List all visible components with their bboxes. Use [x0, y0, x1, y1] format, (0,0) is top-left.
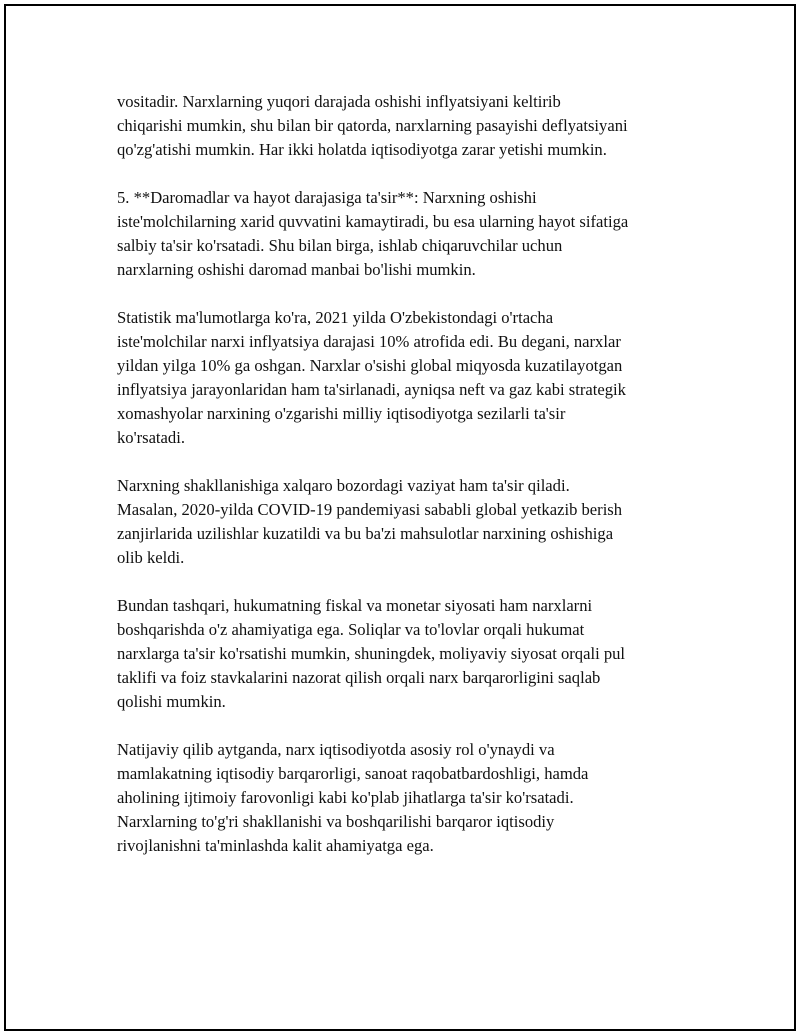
text-line: chiqarishi mumkin, shu bilan bir qatorda, narxlarning pasayishi deflyatsiyani	[117, 116, 628, 135]
text-line: vositadir. Narxlarning yuqori darajada oshishi inflyatsiyani keltirib	[117, 92, 561, 111]
text-line: rivojlanishni ta'minlashda kalit ahamiyatga ega.	[117, 836, 434, 855]
text-line: taklifi va foiz stavkalarini nazorat qilish orqali narx barqarorligini saqlab	[117, 668, 601, 687]
text-line: boshqarishda o'z ahamiyatiga ega. Soliqlar va to'lovlar orqali hukumat	[117, 620, 585, 639]
paragraph	[117, 474, 697, 570]
text-line: zanjirlarida uzilishlar kuzatildi va bu ba'zi mahsulotlar narxining oshishiga	[117, 524, 614, 543]
text-line: xomashyolar narxining o'zgarishi milliy iqtisodiyotga sezilarli ta'sir	[117, 404, 566, 423]
text-line: Natijaviy qilib aytganda, narx iqtisodiyotda asosiy rol o'ynaydi va	[117, 740, 555, 759]
text-line: Narxning shakllanishiga xalqaro bozordagi vaziyat ham ta'sir qiladi.	[117, 476, 570, 495]
text-line: ko'rsatadi.	[117, 428, 185, 447]
text-line: Bundan tashqari, hukumatning fiskal va monetar siyosati ham narxlarni	[117, 596, 593, 615]
text-line: qo'zg'atishi mumkin. Har ikki holatda iqtisodiyotga zarar yetishi mumkin.	[117, 140, 607, 159]
paragraph	[117, 90, 697, 162]
paragraph	[117, 738, 697, 858]
text-line: Masalan, 2020-yilda COVID-19 pandemiyasi sababli global yetkazib berish	[117, 500, 623, 519]
text-line: 5. **Daromadlar va hayot darajasiga ta'sir**: Narxning oshishi	[117, 188, 537, 207]
text-line: narxlarga ta'sir ko'rsatishi mumkin, shuningdek, moliyaviy siyosat orqali pul	[117, 644, 626, 663]
text-line: inflyatsiya jarayonlaridan ham ta'sirlanadi, ayniqsa neft va gaz kabi strategik	[117, 380, 626, 399]
text-line: narxlarning oshishi daromad manbai bo'lishi mumkin.	[117, 260, 476, 279]
text-line: Statistik ma'lumotlarga ko'ra, 2021 yilda O'zbekistondagi o'rtacha	[117, 308, 554, 327]
document-body	[117, 90, 697, 882]
text-line: iste'molchilarning xarid quvvatini kamaytiradi, bu esa ularning hayot sifatiga	[117, 212, 629, 231]
text-line: qolishi mumkin.	[117, 692, 226, 711]
text-line: salbiy ta'sir ko'rsatadi. Shu bilan birga, ishlab chiqaruvchilar uchun	[117, 236, 563, 255]
text-line: Narxlarning to'g'ri shakllanishi va boshqarilishi barqaror iqtisodiy	[117, 812, 555, 831]
text-line: iste'molchilar narxi inflyatsiya darajasi 10% atrofida edi. Bu degani, narxlar	[117, 332, 621, 351]
paragraph	[117, 594, 697, 714]
paragraph	[117, 186, 697, 282]
text-line: aholining ijtimoiy farovonligi kabi ko'plab jihatlarga ta'sir ko'rsatadi.	[117, 788, 574, 807]
text-line: mamlakatning iqtisodiy barqarorligi, sanoat raqobatbardoshligi, hamda	[117, 764, 589, 783]
paragraph	[117, 306, 697, 450]
text-line: olib keldi.	[117, 548, 185, 567]
text-line: yildan yilga 10% ga oshgan. Narxlar o'sishi global miqyosda kuzatilayotgan	[117, 356, 623, 375]
